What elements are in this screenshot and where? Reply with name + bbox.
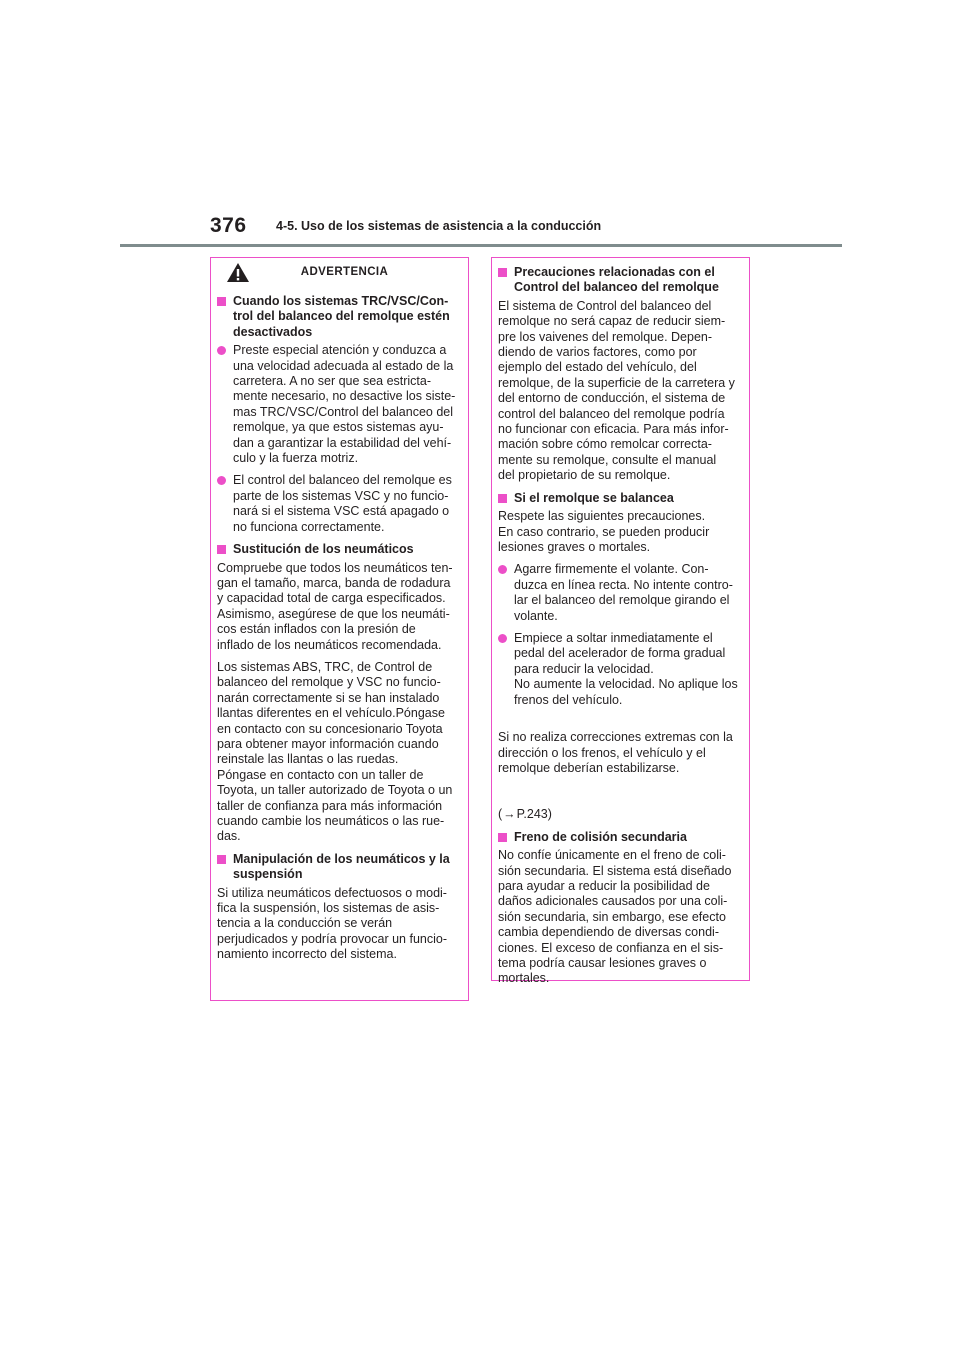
bullet-item [498,631,743,708]
bullet-item [217,473,462,535]
warning-label: ADVERTENCIA [300,266,389,279]
paragraph: Respete las siguientes precauciones. En caso contrario, se pueden producir lesiones graves o mortales. [498,509,710,554]
square-bullet-icon [498,494,507,503]
bullet-text: Agarre firmemente el volante. Con- duzca en línea recta. No intente contro- lar el balanceo del remolque girando el volante. [514,562,733,623]
paragraph [498,715,743,823]
section-title: Cuando los sistemas TRC/VSC/Con- trol del balanceo del remolque estén desactivados [233,294,450,339]
circle-bullet-icon [498,634,507,643]
square-bullet-icon [498,268,507,277]
section-title: Freno de colisión secundaria [514,829,687,844]
paragraph: Si utiliza neumáticos defectuosos o modi- fica la suspensión, los sistemas de asis- tencia a la conducción se verán perjudicados y podría provocar un funcio- namiento incorrecto del sistema. [217,885,447,962]
warning-triangle-icon [226,262,250,287]
paragraph-text: Si no realiza correcciones extremas con la dirección o los frenos, el vehículo y el remolque deberían estabilizarse. [498,730,733,776]
circle-bullet-icon [498,565,507,574]
bullet-text: Empiece a soltar inmediatamente el pedal del acelerador de forma gradual para reducir la velocidad. No aumente la velocidad. No aplique los frenos del vehículo. [514,630,738,707]
bullet-item [217,343,462,466]
paragraph: El sistema de Control del balanceo del remolque no será capaz de reducir siem- pre los vaivenes del remolque. Depen- diendo de varios factores, como por ejemplo del estado del vehículo, del remolque, de la superficie de la carretera y del entorno de conducción, el sistema de control del balanceo del remolque podría no funcionar con eficacia. Para más infor- mación sobre cómo remolcar correcta- mente su remolque, consulte el manual del propietario de su remolque. [498,298,735,483]
section-heading [498,491,743,506]
reference-page: P.243) [516,807,552,822]
warning-header [211,258,468,288]
bullet-text: Preste especial atención y conduzca a una velocidad adecuada al estado de la carretera. A no ser que sea estricta- mente necesario, no desactive los siste- mas TRC/VSC/Control del balanceo del remolque, ya que estos sistemas ayu- dan a garantizar la estabilidad del vehí- culo y la fuerza motriz. [233,343,456,466]
paragraph: Los sistemas ABS, TRC, de Control de balanceo del remolque y VSC no funcio- narán correctamente si se han instalado llantas diferentes en el vehículo.Póngase en contacto con su concesionario Toyota para obtener mayor información cuando reinstale las llantas o las ruedas. Póngase en contacto con un taller de Toyota, un taller autorizado de Toyota o un taller de confianza para más información cuando cambie los neumáticos o las rue- das. [217,659,453,844]
warning-box-left [210,257,469,1001]
section-heading [498,265,743,296]
section-title: Precauciones relacionadas con el Control del balanceo del remolque [514,265,719,295]
section-title: Manipulación de los neumáticos y la suspensión [233,851,450,882]
square-bullet-icon [217,855,226,864]
paragraph: Compruebe que todos los neumáticos ten- gan el tamaño, marca, banda de rodadura y capacidad total de carga especificados. Asimismo, asegúrese de que los neumáti- cos están inflados con la presión de inflado de los neumáticos recomendada. [217,560,453,652]
header-rule [120,244,842,247]
section-heading [498,830,743,845]
section-heading [217,852,462,883]
section-title: Si el remolque se balancea [514,490,674,505]
section-heading [217,542,462,557]
section-title: Sustitución de los neumáticos [233,542,414,557]
reference-open: ( [498,807,503,822]
section-heading [217,294,462,340]
paragraph: No confíe únicamente en el freno de coli- sión secundaria. El sistema está diseñado para ayudar a reducir la posibilidad de daños adicionales causados por una coli- sión secundaria, sin embargo, ese efecto cambia dependiendo de diversas condi- ciones. El exceso de confianza en el sis- tema podría causar lesiones graves o mortales. [498,848,732,986]
warning-box-right [491,257,750,986]
circle-bullet-icon [217,476,226,485]
square-bullet-icon [217,297,226,306]
bullet-text: El control del balanceo del remolque es parte de los sistemas VSC y no funcio- nará si el sistema VSC está apagado o no funciona correctamente. [233,473,452,534]
circle-bullet-icon [217,346,226,355]
bullet-item [498,562,743,624]
page-number: 376 [210,214,247,237]
arrow-right-icon: → [503,807,516,822]
page-reference[interactable] [498,807,552,821]
chapter-title: 4-5. Uso de los sistemas de asistencia a la conducción [276,219,602,233]
square-bullet-icon [498,833,507,842]
square-bullet-icon [217,545,226,554]
